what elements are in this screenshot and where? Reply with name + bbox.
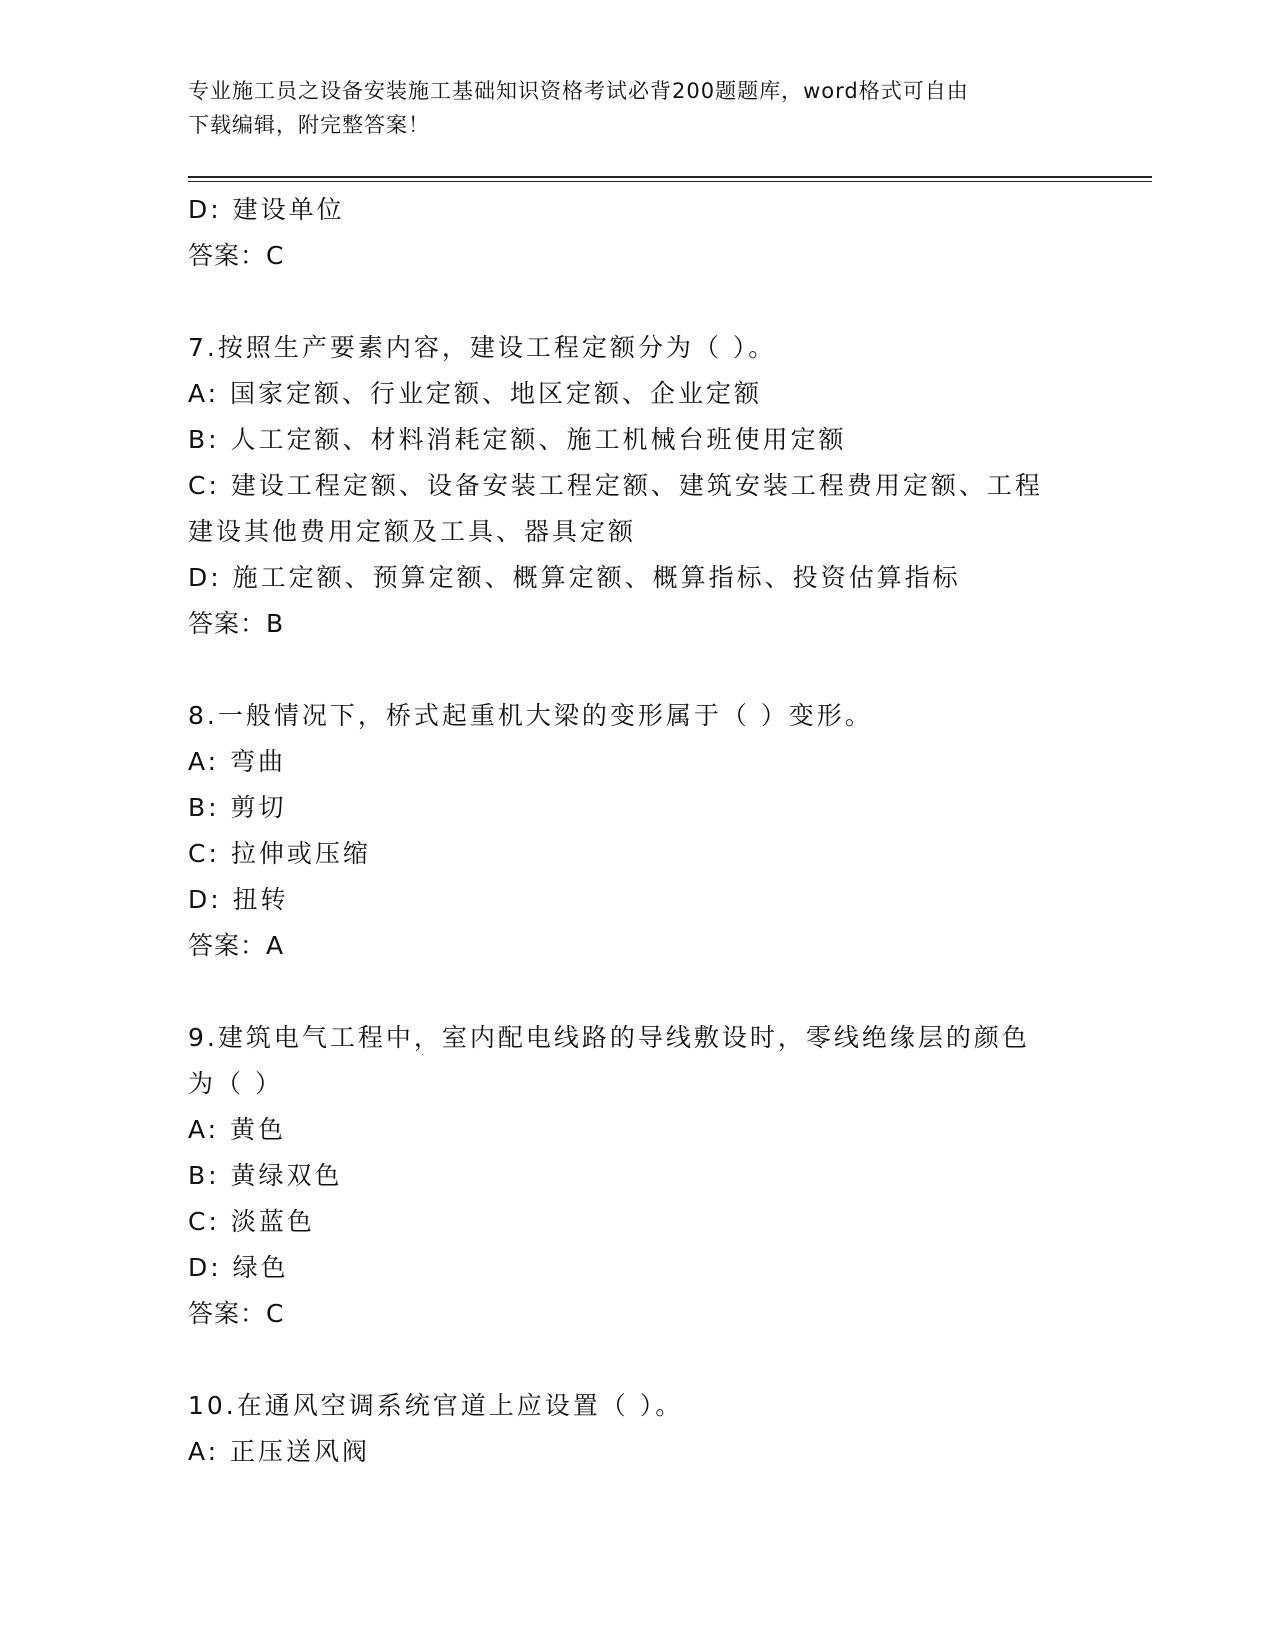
option-c: C: 建设工程定额、设备安装工程定额、建筑安装工程费用定额、工程 xyxy=(188,471,1043,500)
option-d: D: 施工定额、预算定额、概算定额、概算指标、投资估算指标 xyxy=(188,563,961,592)
question-block-7 xyxy=(188,325,1088,647)
question-block-8 xyxy=(188,693,1088,969)
option-a: A: 正压送风阀 xyxy=(188,1437,371,1466)
option-c: C: 淡蓝色 xyxy=(188,1207,315,1236)
option-d: D: 建设单位 xyxy=(188,195,345,224)
option-c-continued: 建设其他费用定额及工具、器具定额 xyxy=(188,517,637,546)
question-content xyxy=(188,187,1088,1475)
option-a: A: 黄色 xyxy=(188,1115,287,1144)
header-divider-thick xyxy=(188,176,1152,178)
option-a: A: 弯曲 xyxy=(188,747,287,776)
option-c: C: 拉伸或压缩 xyxy=(188,839,371,868)
option-b: B: 黄绿双色 xyxy=(188,1161,343,1190)
question-stem-continued: 为（ ） xyxy=(188,1069,283,1098)
question-stem: 9.建筑电气工程中，室内配电线路的导线敷设时，零线绝缘层的颜色 xyxy=(188,1023,1030,1052)
answer-line: 答案：B xyxy=(188,609,285,638)
question-block-10 xyxy=(188,1383,1088,1475)
option-a: A: 国家定额、行业定额、地区定额、企业定额 xyxy=(188,379,763,408)
header-divider-thin xyxy=(188,181,1152,182)
answer-line: 答案：A xyxy=(188,931,285,960)
option-d: D: 绿色 xyxy=(188,1253,289,1282)
question-block-6-tail xyxy=(188,187,1088,279)
spacer xyxy=(188,647,1088,693)
answer-line: 答案：C xyxy=(188,1299,285,1328)
question-stem: 7.按照生产要素内容，建设工程定额分为（ ）。 xyxy=(188,333,777,362)
option-b: B: 剪切 xyxy=(188,793,287,822)
header-line-2: 下载编辑，附完整答案！ xyxy=(188,113,430,137)
option-b: B: 人工定额、材料消耗定额、施工机械台班使用定额 xyxy=(188,425,847,454)
question-block-9 xyxy=(188,1015,1088,1337)
answer-line: 答案：C xyxy=(188,241,285,270)
question-stem: 10.在通风空调系统官道上应设置（ ）。 xyxy=(188,1391,684,1420)
spacer xyxy=(188,1337,1088,1383)
spacer xyxy=(188,969,1088,1015)
question-stem: 8.一般情况下，桥式起重机大梁的变形属于（ ）变形。 xyxy=(188,701,873,730)
option-d: D: 扭转 xyxy=(188,885,289,914)
spacer xyxy=(188,279,1088,325)
header-line-1: 专业施工员之设备安装施工基础知识资格考试必背200题题库，word格式可自由 xyxy=(188,79,969,103)
document-header xyxy=(188,74,1068,142)
